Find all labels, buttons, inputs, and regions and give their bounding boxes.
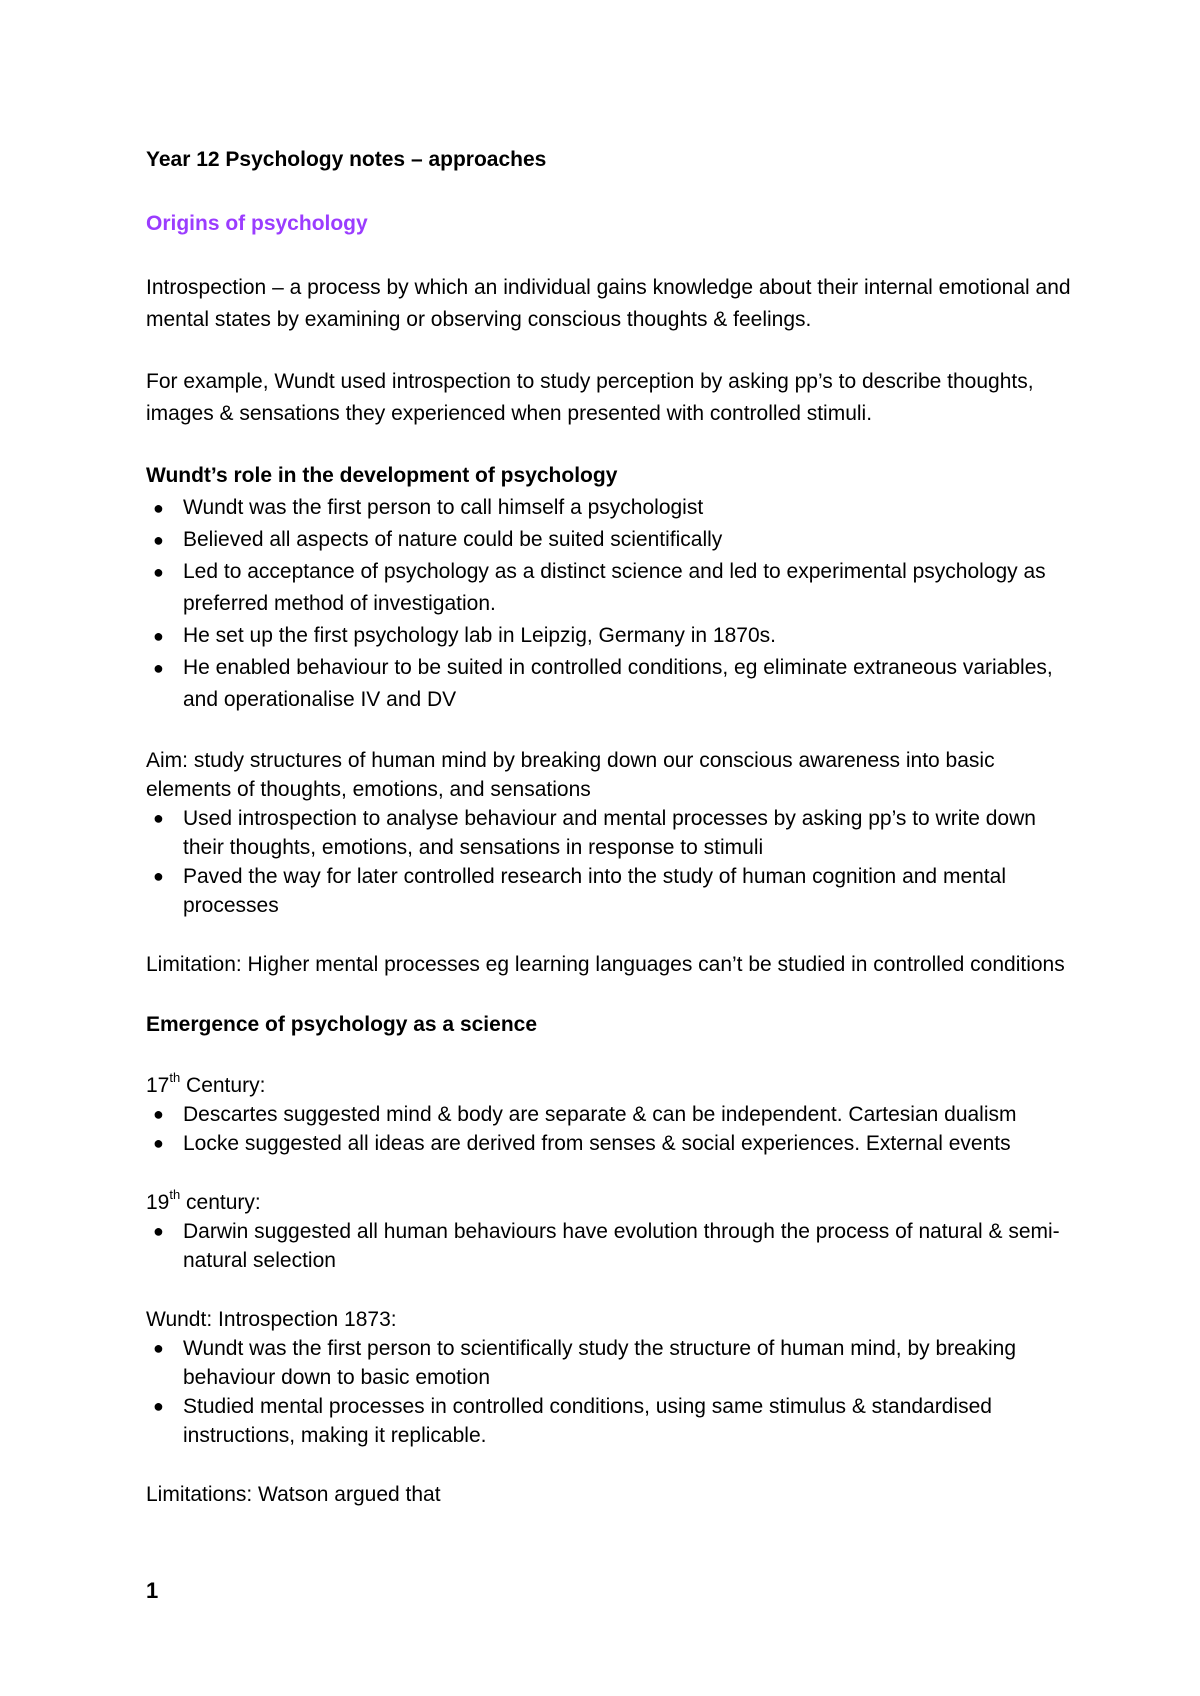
document-page: [146, 144, 1076, 1509]
bullet-icon: ●: [153, 1133, 164, 1153]
limitations-text: Limitations: Watson argued that: [146, 1483, 441, 1506]
bullet-icon: ●: [153, 1104, 164, 1124]
list-item: ● Locke suggested all ideas are derived from senses & social experiences. External events: [146, 1129, 1076, 1158]
wundt-role-heading: Wundt’s role in the development of psychology: [146, 464, 618, 487]
century-19-label: 19th century:: [146, 1187, 261, 1214]
wundt-introspection-list: [146, 1334, 1076, 1450]
bullet-icon: ●: [153, 1338, 164, 1358]
bullet-icon: ●: [153, 562, 164, 582]
wundt-introspection-label: Wundt: Introspection 1873:: [146, 1308, 397, 1331]
wundt-example: For example, Wundt used introspection to study perception by asking pp’s to describe thoughts, images & sensations they experienced when presented with controlled stimuli.: [146, 370, 1034, 425]
list-item: ● Wundt was the first person to scientifically study the structure of human mind, by breaking behaviour down to basic emotion: [146, 1334, 1076, 1392]
century-17-list: [146, 1100, 1076, 1158]
bullet-icon: ●: [153, 658, 164, 678]
bullet-icon: ●: [153, 626, 164, 646]
aim-list: [146, 804, 1076, 920]
list-item: ● Believed all aspects of nature could be suited scientifically: [146, 524, 1076, 556]
bullet-icon: ●: [153, 498, 164, 518]
list-item: ● Led to acceptance of psychology as a distinct science and led to experimental psychology as preferred method of investigation.: [146, 556, 1076, 620]
bullet-icon: ●: [153, 1221, 164, 1241]
origins-heading: Origins of psychology: [146, 212, 368, 235]
list-item: ● He enabled behaviour to be suited in controlled conditions, eg eliminate extraneous variables, and operationalise IV and DV: [146, 652, 1076, 716]
list-item: ● Paved the way for later controlled research into the study of human cognition and mental processes: [146, 862, 1076, 920]
document-title: Year 12 Psychology notes – approaches: [146, 148, 547, 171]
list-item: ● Used introspection to analyse behaviour and mental processes by asking pp’s to write down their thoughts, emotions, and sensations in response to stimuli: [146, 804, 1076, 862]
century-17-label: 17th Century:: [146, 1070, 266, 1097]
list-item: ● Darwin suggested all human behaviours have evolution through the process of natural & semi-natural selection: [146, 1217, 1076, 1275]
bullet-icon: ●: [153, 808, 164, 828]
aim-text: Aim: study structures of human mind by breaking down our conscious awareness into basic elements of thoughts, emotions, and sensations: [146, 749, 995, 801]
list-item: ● Descartes suggested mind & body are separate & can be independent. Cartesian dualism: [146, 1100, 1076, 1129]
wundt-role-list: [146, 492, 1076, 716]
limitation-text: Limitation: Higher mental processes eg learning languages can’t be studied in controlled conditions: [146, 953, 1065, 976]
page-number: 1: [146, 1578, 159, 1603]
list-item: ● Studied mental processes in controlled conditions, using same stimulus & standardised instructions, making it replicable.: [146, 1392, 1076, 1450]
bullet-icon: ●: [153, 866, 164, 886]
century-19-list: [146, 1217, 1076, 1275]
emergence-heading: Emergence of psychology as a science: [146, 1013, 538, 1036]
introspection-definition: Introspection – a process by which an individual gains knowledge about their internal emotional and mental states by examining or observing conscious thoughts & feelings.: [146, 276, 1071, 331]
bullet-icon: ●: [153, 1396, 164, 1416]
list-item: ● Wundt was the first person to call himself a psychologist: [146, 492, 1076, 524]
bullet-icon: ●: [153, 530, 164, 550]
list-item: ● He set up the first psychology lab in Leipzig, Germany in 1870s.: [146, 620, 1076, 652]
